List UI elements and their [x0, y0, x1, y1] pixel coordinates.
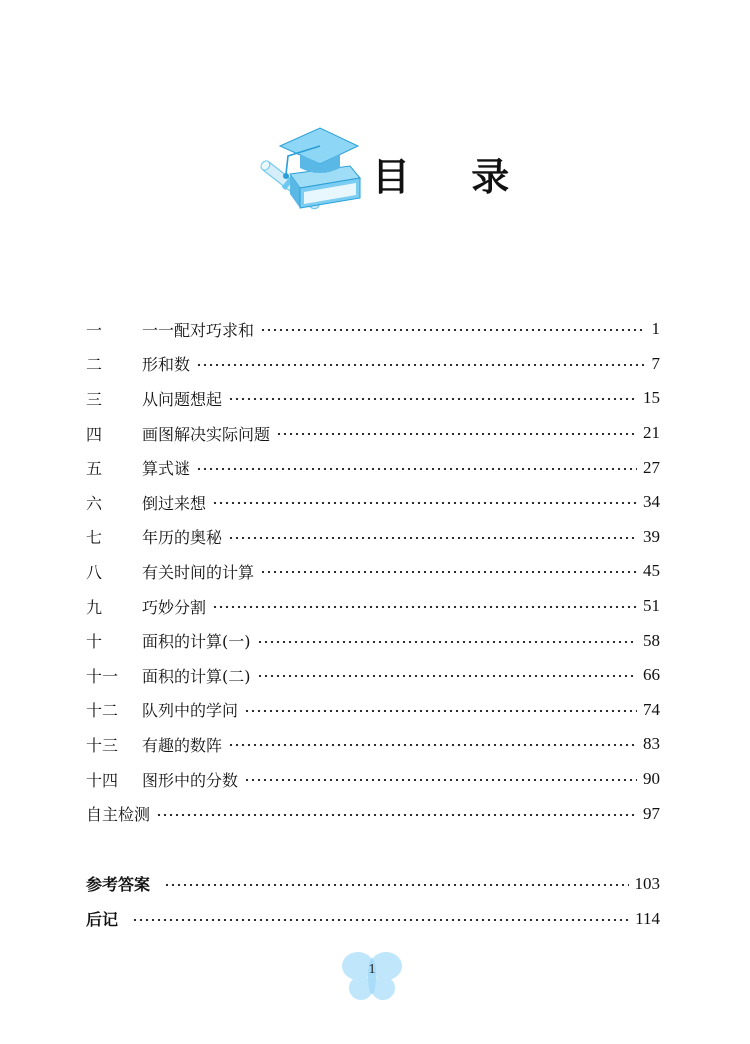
toc-entry-14[interactable] [86, 762, 660, 797]
toc-page-number: 90 [643, 769, 660, 789]
toc-chapter-title: 倒过来想 [142, 493, 207, 513]
toc-page-number: 39 [643, 526, 660, 546]
toc-entry-13[interactable] [86, 727, 660, 762]
toc-chapter-number: 十一 [86, 666, 119, 686]
toc-chapter-title: 形和数 [142, 355, 191, 375]
toc-entry-7[interactable] [86, 520, 660, 555]
toc-entry-6[interactable] [86, 485, 660, 520]
toc-page-number: 58 [643, 630, 660, 650]
toc-entry-5[interactable] [86, 450, 660, 485]
toc-leader-dots [196, 364, 644, 366]
toc-page-number: 97 [643, 803, 660, 823]
toc-chapter-title: 年历的奥秘 [142, 528, 223, 548]
toc-chapter-number: 七 [86, 528, 103, 548]
toc-chapter-title: 面积的计算(二) [142, 666, 251, 686]
toc-leader-dots [260, 329, 644, 331]
toc-entry-10[interactable] [86, 623, 660, 658]
toc-page-number: 51 [643, 596, 660, 616]
toc-page-number: 27 [643, 457, 660, 477]
toc-chapter-title: 算式谜 [142, 459, 191, 479]
page-title: 目 录 [372, 155, 534, 199]
toc-self-test-title: 自主检测 [86, 805, 151, 825]
toc-entry-2[interactable] [86, 347, 660, 382]
toc-chapter-title: 面积的计算(一) [142, 632, 251, 652]
toc-entry-12[interactable] [86, 693, 660, 728]
page-header [0, 110, 750, 230]
toc-chapter-title: 图形中的分数 [142, 770, 239, 790]
toc-leader-dots [228, 398, 637, 400]
toc-page-number: 83 [643, 734, 660, 754]
toc-chapter-number: 六 [86, 493, 103, 513]
toc-chapter-number: 三 [86, 389, 103, 409]
toc-leader-dots [164, 884, 628, 886]
toc-leader-dots [244, 710, 637, 712]
toc-page-number: 1 [651, 319, 660, 339]
toc-chapter-title: 巧妙分割 [142, 597, 207, 617]
toc-chapter-number: 四 [86, 424, 103, 444]
toc-page-number: 7 [651, 353, 660, 373]
toc-entry-8[interactable] [86, 554, 660, 589]
page-footer [340, 948, 404, 1004]
toc-page-number: 15 [643, 388, 660, 408]
toc-leader-dots [212, 502, 637, 504]
toc-entry-4[interactable] [86, 416, 660, 451]
toc-page-number: 103 [634, 873, 660, 893]
toc-appendix-title: 后记 [86, 910, 119, 929]
toc-chapter-number: 十四 [86, 770, 119, 790]
toc-chapter-number: 一 [86, 320, 103, 340]
toc-chapter-title: 从问题想起 [142, 389, 223, 409]
toc-chapter-number: 二 [86, 355, 103, 375]
toc-leader-dots [244, 779, 637, 781]
toc-page-number: 114 [635, 908, 660, 928]
toc-leader-dots [156, 814, 637, 816]
toc-leader-dots [196, 468, 637, 470]
toc-leader-dots [257, 675, 638, 677]
toc-chapter-number: 十三 [86, 735, 119, 755]
toc-page-number: 21 [643, 423, 660, 443]
toc-leader-dots [212, 606, 637, 608]
toc-chapter-title: 队列中的学问 [142, 701, 239, 721]
toc-leader-dots [228, 537, 637, 539]
toc-page-number: 66 [643, 665, 660, 685]
toc-entry-9[interactable] [86, 589, 660, 624]
appendix-list [86, 866, 660, 936]
toc-appendix-title: 参考答案 [86, 875, 151, 894]
page-number: 1 [368, 962, 376, 977]
toc-leader-dots [257, 641, 638, 643]
toc-entry-1[interactable] [86, 312, 660, 347]
toc-chapter-title: 有关时间的计算 [142, 562, 255, 582]
toc-chapter-title: 一一配对巧求和 [142, 320, 255, 340]
toc-entry-afterword[interactable] [86, 901, 660, 936]
toc-chapter-title: 有趣的数阵 [142, 735, 223, 755]
toc-entry-answers[interactable] [86, 866, 660, 901]
toc-chapter-title: 画图解决实际问题 [142, 424, 271, 444]
toc-chapter-number: 九 [86, 597, 103, 617]
toc-entry-self-test[interactable] [86, 796, 660, 831]
toc-page-number: 45 [643, 561, 660, 581]
toc-entry-11[interactable] [86, 658, 660, 693]
toc-leader-dots [132, 919, 629, 921]
toc-leader-dots [260, 571, 637, 573]
toc-chapter-number: 十二 [86, 701, 119, 721]
toc-chapter-number: 十 [86, 632, 103, 652]
toc-entry-3[interactable] [86, 381, 660, 416]
toc-chapter-number: 八 [86, 562, 103, 582]
toc-page-number: 74 [643, 699, 660, 719]
table-of-contents [86, 312, 660, 831]
toc-chapter-number: 五 [86, 459, 103, 479]
toc-page-number: 34 [643, 492, 660, 512]
graduation-cap-books-icon [250, 116, 370, 221]
toc-leader-dots [228, 744, 637, 746]
toc-leader-dots [276, 433, 637, 435]
